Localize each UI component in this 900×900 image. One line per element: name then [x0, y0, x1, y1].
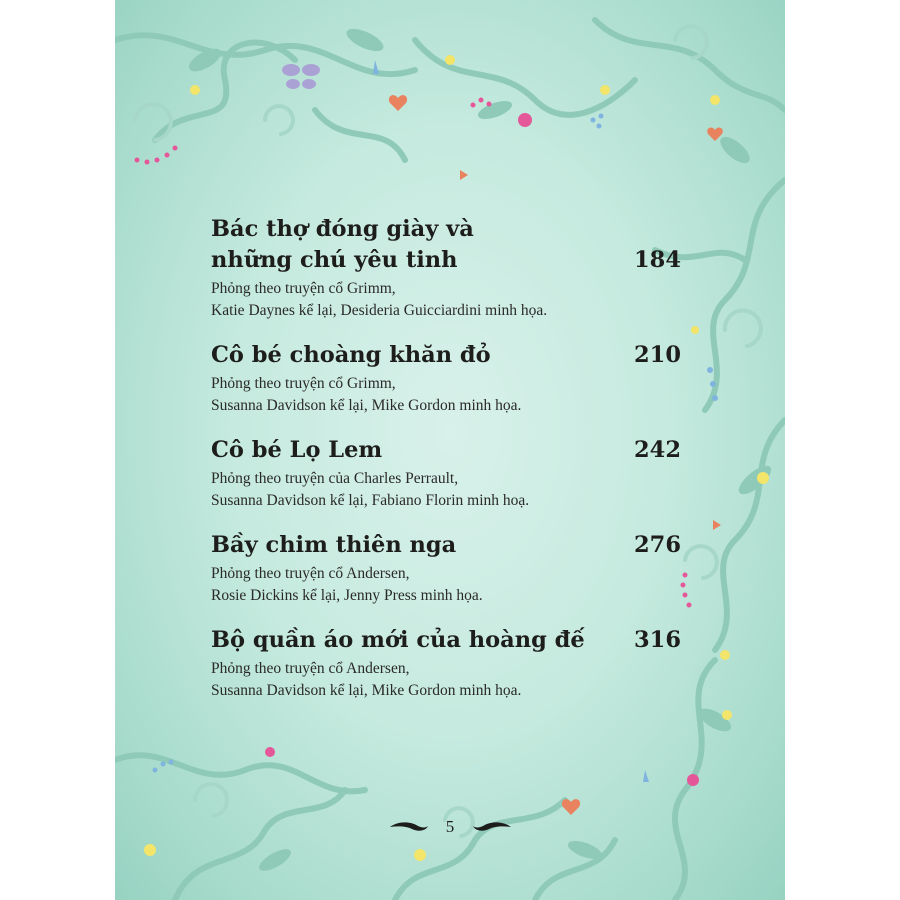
- left-ornament-icon: [388, 820, 430, 834]
- page-number: 210: [634, 342, 681, 368]
- right-ornament-icon: [471, 820, 513, 834]
- story-title: [211, 340, 591, 371]
- toc-entry[interactable]: [211, 530, 681, 607]
- credit-line: Phỏng theo truyện cổ Andersen,: [211, 565, 410, 582]
- toc-entry[interactable]: [211, 214, 681, 322]
- page-number: 316: [634, 627, 681, 653]
- credit-line: Susanna Davidson kể lại, Mike Gordon minh họa.: [211, 397, 522, 414]
- story-title-line: Bầy chim thiên nga: [211, 532, 457, 558]
- book-page: [115, 0, 785, 900]
- page-number: 242: [634, 437, 681, 463]
- story-credit: [211, 658, 681, 702]
- credit-line: Katie Daynes kể lại, Desideria Guicciardini minh họa.: [211, 302, 548, 319]
- story-credit: [211, 278, 681, 322]
- credit-line: Phỏng theo truyện cổ Grimm,: [211, 280, 396, 297]
- credit-line: Phỏng theo truyện cổ Grimm,: [211, 375, 396, 392]
- toc-entry[interactable]: [211, 625, 681, 702]
- page-number-footer: 5: [445, 817, 455, 837]
- credit-line: Rosie Dickins kể lại, Jenny Press minh họa.: [211, 587, 483, 604]
- story-credit: [211, 373, 681, 417]
- page-folio: [115, 816, 785, 837]
- story-title-line: Bác thợ đóng giày và: [211, 216, 474, 242]
- credit-line: Susanna Davidson kể lại, Mike Gordon minh họa.: [211, 682, 522, 699]
- credit-line: Phỏng theo truyện cổ Andersen,: [211, 660, 410, 677]
- story-title: [211, 625, 611, 656]
- story-title-line: Cô bé choàng khăn đỏ: [211, 342, 491, 368]
- page-number: 276: [634, 532, 681, 558]
- credit-line: Susanna Davidson kể lại, Fabiano Florin minh hoạ.: [211, 492, 530, 509]
- page-number: 184: [634, 247, 681, 273]
- toc-entry[interactable]: [211, 340, 681, 417]
- story-title-line: những chú yêu tinh: [211, 247, 458, 273]
- table-of-contents: [211, 214, 681, 720]
- credit-line: Phỏng theo truyện của Charles Perrault,: [211, 470, 459, 487]
- story-title: [211, 530, 591, 561]
- story-credit: [211, 468, 681, 512]
- story-title: [211, 214, 591, 276]
- story-title-line: Cô bé Lọ Lem: [211, 437, 383, 463]
- story-title-line: Bộ quần áo mới của hoàng đế: [211, 627, 585, 653]
- story-credit: [211, 563, 681, 607]
- story-title: [211, 435, 591, 466]
- toc-entry[interactable]: [211, 435, 681, 512]
